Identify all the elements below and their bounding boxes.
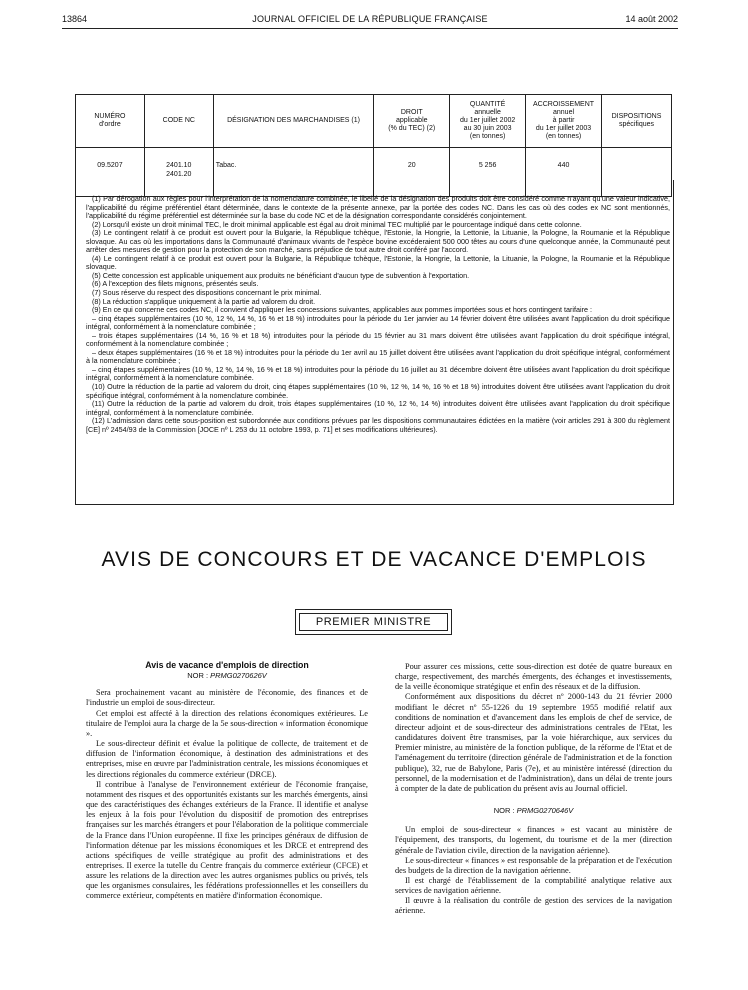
paragraph: Le sous-directeur définit et évalue la politique de collecte, de traitement et de diffusion de l'information économique, à destination des administrations et des entreprises, mise en œuvre par l'administration centrale, les missions économiques et les directions régionales du commerce extérieur (DRCE). bbox=[86, 739, 368, 779]
paragraph: Il œuvre à la réalisation du contrôle de gestion des services de la navigation aérienne. bbox=[395, 896, 672, 916]
footnote: (5) Cette concession est applicable uniquement aux produits ne bénéficiant d'aucun type de subvention à l'exportation. bbox=[92, 270, 470, 280]
cell-designation: Tabac. bbox=[213, 148, 374, 197]
footnote: (9) En ce qui concerne ces codes NC, il convient d'appliquer les concessions suivantes, applicables aux pommes importées sous et hors contingent tarifaire : bbox=[92, 305, 592, 315]
left-column bbox=[86, 660, 368, 902]
footnote: (7) Sous réserve du respect des dispositions concernant le prix minimal. bbox=[92, 288, 322, 298]
footnote: (2) Lorsqu'il existe un droit minimal TEC, le droit minimal applicable est égal au droit minimal TEC multiplié par le pourcentage indiqué dans cette colonne. bbox=[92, 219, 582, 229]
footnote: – cinq étapes supplémentaires (10 %, 12 %, 14 %, 16 % et 18 %) introduites pour la période du 1er janvier au 14 février doivent être utilisées avant l'application du droit spécifique intégral, conformément à la nomenclature combinée ; bbox=[86, 313, 670, 332]
cell-order-number: 09.5207 bbox=[76, 148, 145, 197]
cell-nc-code: 2401.10 2401.20 bbox=[144, 148, 213, 197]
col-header-nc-code: CODE NC bbox=[144, 95, 213, 148]
section-title: AVIS DE CONCOURS ET DE VACANCE D'EMPLOIS bbox=[101, 548, 647, 571]
table-header-row bbox=[76, 95, 672, 148]
footnote: (10) Outre la réduction de la partie ad valorem du droit, cinq étapes supplémentaires (10 %, 12 %, 14 %, 16 % et 18 %) introduites doivent être utilisées avant l'application du droit spécifique intégral, conformément à la nomenclature combinée. bbox=[86, 382, 670, 400]
paragraph: Conformément aux dispositions du décret nº 2000-143 du 21 février 2000 modifiant le décret nº 55-1226 du 19 septembre 1955 modifié relatif aux conditions de nomination et d'avancement dans les emplois de chef de service, de directeur adjoint et de sous-directeur des administrations centrales de l'Etat, les candidatures doivent être transmises, par la voie hiérarchique, aux services du Premier ministre, au ministère de la fonction publique, de la réforme de l'Etat et de l'aménagement du territoire (direction générale de l'administration et de la fonction publique), 32, rue de Babylone, Paris (7e), et au ministère intéressé (direction du personnel, de la modernisation et de l'administration), dans un délai de trente jours à compter de la date de publication du présent avis au Journal officiel. bbox=[395, 692, 672, 793]
col-header-increase: ACCROISSEMENT annuel à partir du 1er juillet 2003 (en tonnes) bbox=[526, 95, 602, 148]
nor-code: PRMG0270646V bbox=[516, 806, 574, 816]
paragraph: Cet emploi est affecté à la direction des relations économiques extérieures. Le titulaire de l'emploi aura la charge de la 5e sous-direction « information économique ». bbox=[86, 708, 368, 738]
cell-quantity: 5 256 bbox=[450, 148, 526, 197]
footnote: (8) La réduction s'applique uniquement à la partie ad valorem du droit. bbox=[92, 296, 316, 306]
nor-reference bbox=[86, 671, 368, 681]
footnote: (6) A l'exception des filets mignons, présentés seuls. bbox=[92, 279, 259, 289]
nor-label: NOR : bbox=[493, 806, 517, 816]
footnote: (11) Outre la réduction de la partie ad valorem du droit, trois étapes supplémentaires (10 %, 12 %, 14 %) introduites doivent être utilisées avant l'application du droit spécifique intégral, conformément à la nomenclature combinée. bbox=[86, 399, 670, 417]
notice-title: Avis de vacance d'emplois de direction bbox=[145, 660, 309, 670]
footnote: (12) L'admission dans cette sous-position est subordonnée aux conditions prévues par les dispositions communautaires édictées en la matière (voir articles 291 à 300 du règlement [CE] nº 2454/93 de la Commission [JOCE nº L 253 du 11 octobre 1993, p. 71] et ses modifications ultérieures). bbox=[86, 416, 670, 434]
paragraph: Sera prochainement vacant au ministère de l'économie, des finances et de l'industrie un emploi de sous-directeur. bbox=[86, 688, 368, 708]
paragraph: Le sous-directeur « finances » est responsable de la préparation et de l'exécution des budgets de la direction de la navigation aérienne. bbox=[395, 855, 672, 875]
col-header-duty: DROIT applicable (% du TEC) (2) bbox=[374, 95, 450, 148]
page-number: 13864 bbox=[62, 14, 88, 24]
footnote: – trois étapes supplémentaires (14 %, 16 % et 18 %) introduites pour la période du 15 février au 31 mars doivent être utilisées avant l'application du droit spécifique intégral, conformément à la nomenclature combinée ; bbox=[86, 330, 670, 349]
nor-label: NOR : bbox=[187, 671, 211, 681]
col-header-provisions: DISPOSITIONS spécifiques bbox=[602, 95, 672, 148]
paragraph: Il contribue à l'analyse de l'environnement extérieur de l'économie française, notamment des risques et des opportunités existants sur les marchés émergents, ainsi que des caractéristiques des échanges extérieurs de la France. Il identifie et analyse les enjeux à la fois pour l'évolution du dispositif de promotion des entreprises françaises sur les marchés étrangers et pour l'élaboration de la politique commerciale de la France dans l'Union européenne. Il fixe les principes généraux de diffusion de l'information détenue par les missions économiques et les DRCE et entreprend des actions spécifiques de veille stratégique au profit des administrations et des entreprises. Il exerce la tutelle du Centre français du commerce extérieur (CFCE) et assure les relations de la direction avec les autres organismes publics ou privés, tels que les organismes consulaires, les fédérations professionnelles et les conseillers du commerce extérieur, compétents en matière d'information économique. bbox=[86, 779, 368, 901]
issue-date: 14 août 2002 bbox=[625, 14, 678, 24]
journal-title: JOURNAL OFFICIEL DE LA RÉPUBLIQUE FRANÇAISE bbox=[252, 14, 488, 24]
ministry-box bbox=[295, 609, 452, 635]
cell-increase: 440 bbox=[526, 148, 602, 197]
paragraph: Pour assurer ces missions, cette sous-direction est dotée de quatre bureaux en charge, respectivement, des marchés émergents, des échanges et investissements, de la veille économique stratégique et enfin des réseaux et de la diffusion. bbox=[395, 662, 672, 692]
nor-reference bbox=[395, 806, 672, 816]
cell-duty: 20 bbox=[374, 148, 450, 197]
right-column bbox=[395, 662, 672, 917]
col-header-order-number: NUMÉRO d'ordre bbox=[76, 95, 145, 148]
col-header-designation: DÉSIGNATION DES MARCHANDISES (1) bbox=[213, 95, 374, 148]
footnote: (1) Par dérogation aux règles pour l'interprétation de la nomenclature combinée, le libellé de la désignation des produits doit être considéré comme n'ayant qu'une valeur indicative, l'applicabilité du régime préférentiel étant déterminée, dans le contexte de la présente annexe, par la portée des codes NC. Dans les cas où des codes ex NC sont mentionnés, l'applicabilité du régime préférentiel est déterminée sur la base du code NC et de la désignation correspondante considérés conjointement. bbox=[86, 194, 670, 221]
paragraph: Il est chargé de l'établissement de la comptabilité analytique relative aux services de navigation aérienne. bbox=[395, 875, 672, 896]
footnote: (3) Le contingent relatif à ce produit est ouvert pour la Bulgarie, la République tchèque, l'Estonie, la Hongrie, la Lettonie, la Lituanie, la Pologne, la Roumanie et la République slovaque. Au cas où les importations dans la Communauté d'animaux vivants de l'espèce bovine excéderaient 500 000 têtes au cours d'une quelconque année, la Communauté peut arrêter des mesures de gestion pour la protection de son marché, sans préjudice de tout autre droit conféré par l'accord. bbox=[86, 228, 670, 255]
footnote: – cinq étapes supplémentaires (10 %, 12 %, 14 %, 16 % et 18 %) introduites pour la période du 16 juillet au 31 décembre doivent être utilisées avant l'application du droit spécifique intégral, conformément à la nomenclature combinée. bbox=[86, 364, 670, 383]
paragraph: Un emploi de sous-directeur « finances » est vacant au ministère de l'équipement, des transports, du logement, du tourisme et de la mer (direction générale de l'aviation civile, direction de la navigation aérienne). bbox=[395, 825, 672, 855]
col-header-quantity: QUANTITÉ annuelle du 1er juillet 2002 au 30 juin 2003 (en tonnes) bbox=[450, 95, 526, 148]
footnote: (4) Le contingent relatif à ce produit est ouvert pour la Bulgarie, la République tchèque, l'Estonie, la Hongrie, la Lettonie, la Lituanie, la Pologne, la Roumanie et la République slovaque. bbox=[86, 253, 670, 272]
ministry-heading: PREMIER MINISTRE bbox=[299, 613, 448, 631]
nor-code: PRMG0270626V bbox=[210, 671, 267, 681]
table-footnotes bbox=[86, 195, 670, 434]
footnote: – deux étapes supplémentaires (16 % et 18 %) introduites pour la période du 1er avril au 15 juillet doivent être utilisées avant l'application du droit spécifique intégral, conformément à la nomenclature combinée ; bbox=[86, 347, 670, 366]
page-header bbox=[62, 14, 678, 29]
